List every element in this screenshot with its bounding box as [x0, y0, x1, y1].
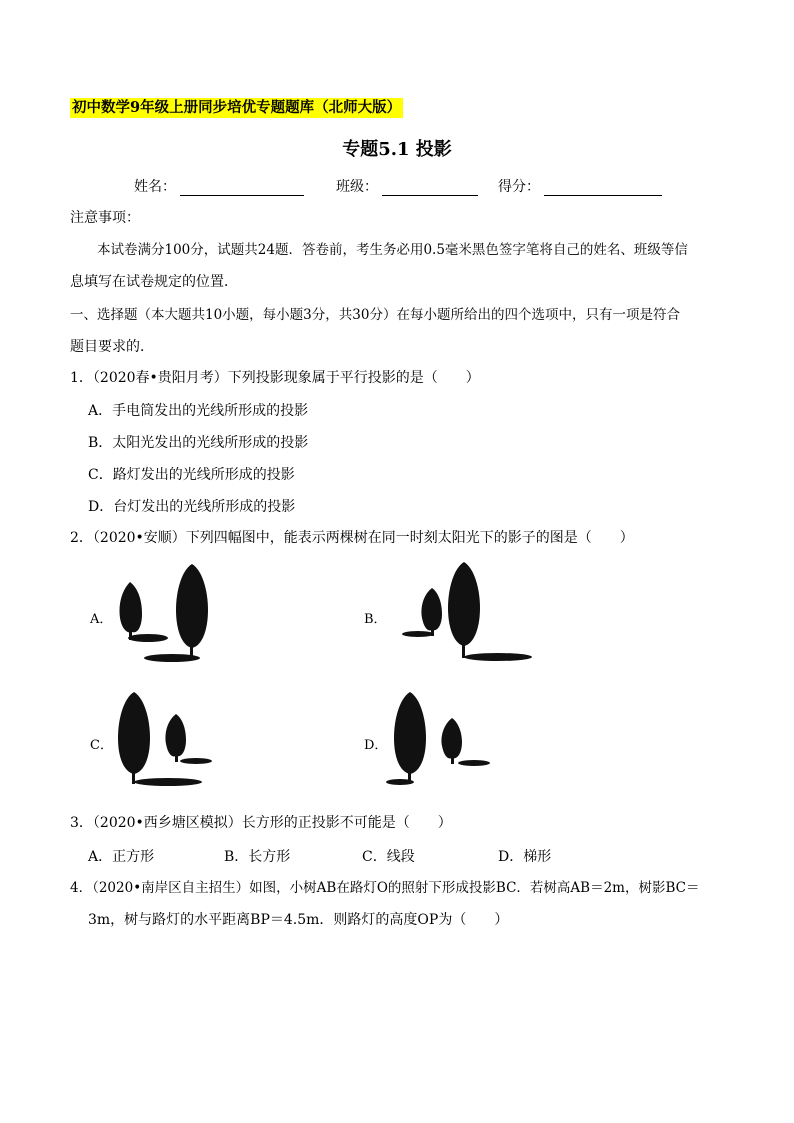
shadow-small-icon: [180, 758, 212, 764]
q3-option-b[interactable]: B．长方形: [224, 849, 291, 865]
score-field[interactable]: [498, 176, 662, 196]
notes-line-2: 息填写在试卷规定的位置．: [70, 274, 238, 290]
score-blank[interactable]: [544, 181, 662, 196]
name-blank[interactable]: [180, 181, 304, 196]
q2-image-d[interactable]: [386, 690, 496, 794]
q2-image-c[interactable]: [112, 690, 222, 794]
shadow-large-icon: [144, 654, 200, 662]
shadow-small-icon: [402, 631, 434, 637]
q2-label-a[interactable]: A．: [90, 612, 113, 627]
q1-stem: 1．（2020春•贵阳月考）下列投影现象属于平行投影的是（ ）: [70, 370, 480, 386]
tree-small-icon: [441, 718, 462, 764]
q1-option-b[interactable]: B．太阳光发出的光线所形成的投影: [88, 435, 309, 451]
q1-option-d[interactable]: D．台灯发出的光线所形成的投影: [88, 499, 296, 515]
q3-option-a[interactable]: A．正方形: [88, 849, 155, 865]
tree-small-icon: [421, 588, 442, 636]
section1-line-2: 题目要求的．: [70, 339, 154, 355]
class-blank[interactable]: [382, 181, 478, 196]
name-label: 姓名：: [134, 179, 176, 195]
shadow-large-icon: [464, 653, 532, 661]
score-label: 得分：: [498, 179, 540, 195]
q2-stem: 2．（2020•安顺）下列四幅图中，能表示两棵树在同一时刻太阳光下的影子的图是（ ）: [70, 530, 634, 546]
page-title: 专题5.1 投影: [342, 139, 452, 160]
tree-small-icon: [119, 582, 142, 640]
q2-image-b[interactable]: [398, 560, 538, 664]
notes-heading: 注意事项：: [70, 210, 140, 226]
shadow-small-icon: [458, 760, 490, 766]
q2-image-a[interactable]: [112, 560, 222, 664]
section1-line-1: 一、选择题（本大题共10小题，每小题3分，共30分）在每小题所给出的四个选项中，只有一项是符合: [70, 307, 680, 323]
q4-line-2: 3m，树与路灯的水平距离BP＝4.5m．则路灯的高度OP为（ ）: [88, 912, 509, 928]
q2-label-b[interactable]: B．: [364, 612, 387, 627]
tree-small-icon: [165, 714, 186, 762]
tree-large-icon: [118, 692, 150, 784]
class-label: 班级：: [336, 179, 378, 195]
name-field[interactable]: [134, 176, 304, 196]
q2-label-d[interactable]: D．: [364, 738, 388, 753]
shadow-large-icon: [134, 778, 202, 786]
q3-stem: 3．（2020•西乡塘区模拟）长方形的正投影不可能是（ ）: [70, 815, 452, 831]
class-field[interactable]: [336, 176, 478, 196]
q4-line-1: 4．（2020•南岸区自主招生）如图，小树AB在路灯O的照射下形成投影BC．若树高AB＝2m，树影BC＝: [70, 880, 700, 896]
shadow-large-icon: [386, 779, 414, 785]
tree-large-icon: [448, 562, 480, 658]
q3-option-c[interactable]: C．线段: [362, 849, 415, 865]
shadow-small-icon: [128, 634, 168, 642]
q3-option-d[interactable]: D．梯形: [498, 849, 552, 865]
tree-large-icon: [176, 564, 208, 658]
q1-option-a[interactable]: A．手电筒发出的光线所形成的投影: [88, 403, 309, 419]
q2-label-c[interactable]: C．: [90, 738, 113, 753]
q1-option-c[interactable]: C．路灯发出的光线所形成的投影: [88, 467, 295, 483]
series-header: 初中数学9年级上册同步培优专题题库（北师大版）: [72, 99, 402, 116]
tree-large-icon: [394, 692, 426, 784]
notes-line-1: 本试卷满分100分，试题共24题．答卷前，考生务必用0.5毫米黑色签字笔将自己的姓名、班级等信: [97, 242, 688, 258]
